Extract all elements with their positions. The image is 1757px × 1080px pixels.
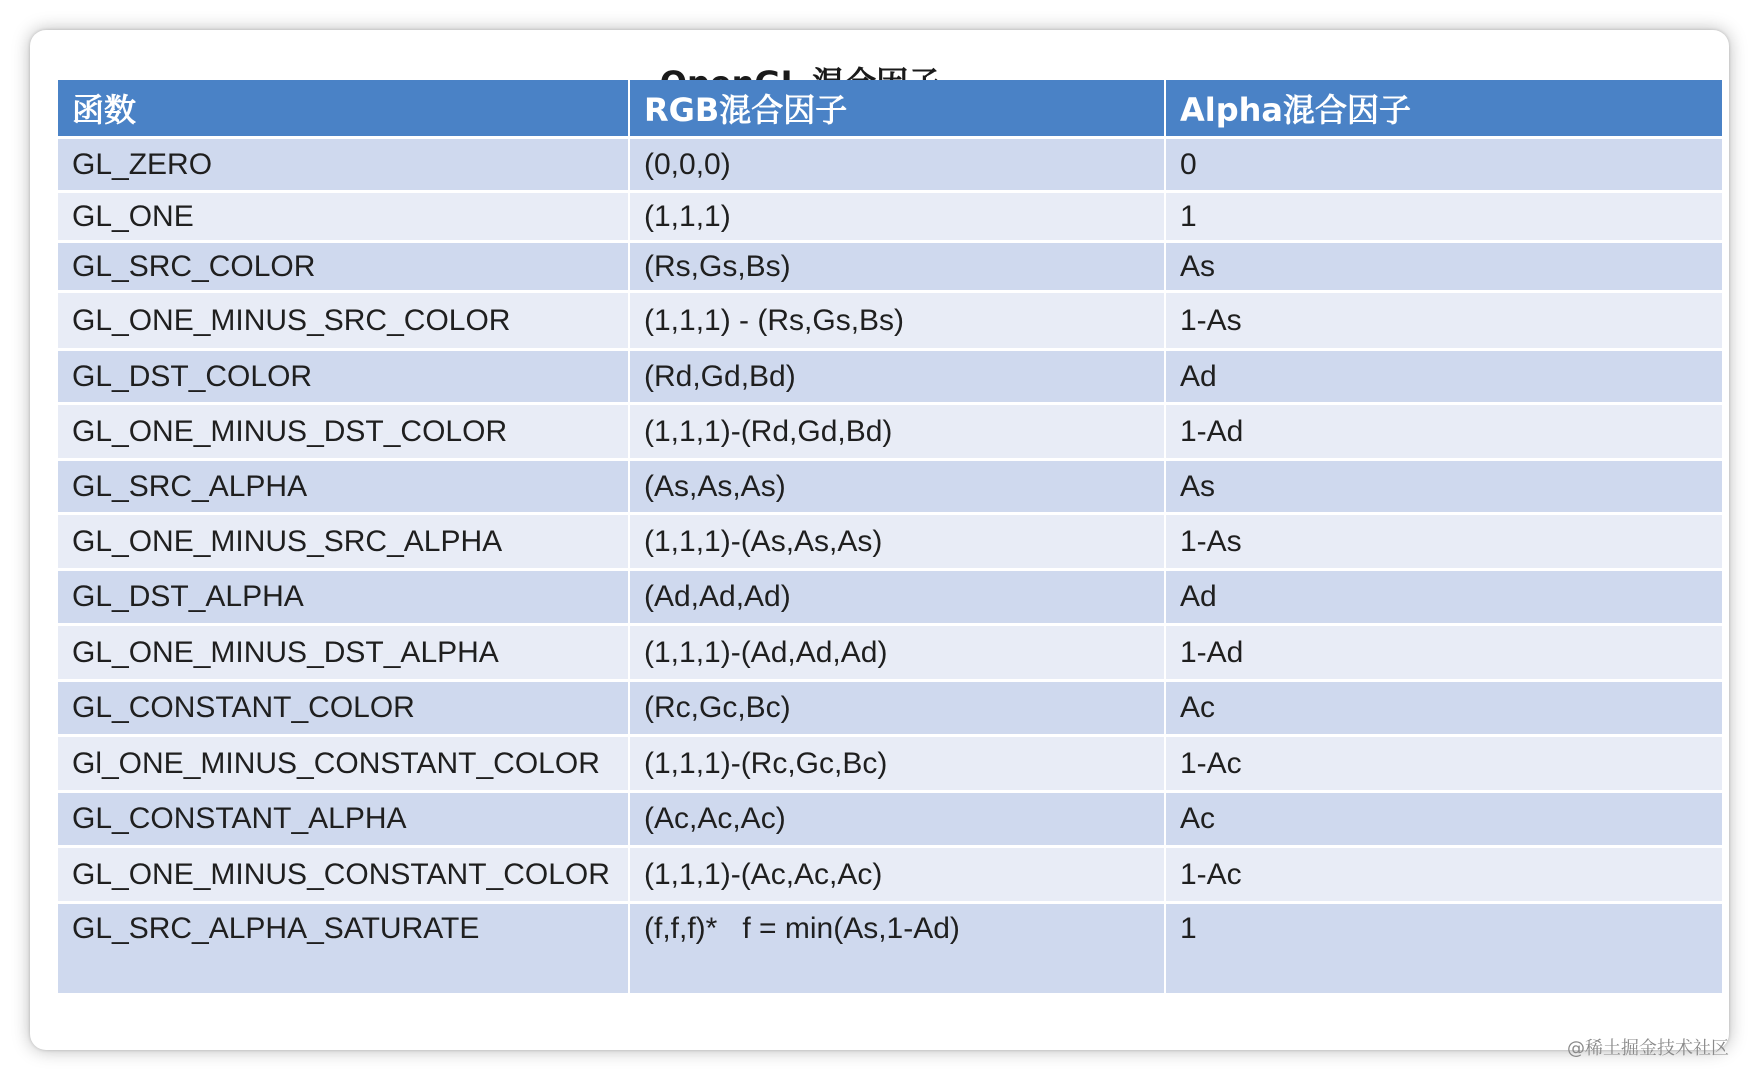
- cell-alpha: 1-Ac: [1165, 847, 1722, 903]
- cell-function: GL_ONE_MINUS_SRC_COLOR: [58, 292, 629, 350]
- cell-rgb: (Ac,Ac,Ac): [629, 792, 1165, 847]
- cell-rgb: (As,As,As): [629, 460, 1165, 514]
- cell-function: GL_CONSTANT_COLOR: [58, 681, 629, 736]
- cell-alpha: Ac: [1165, 681, 1722, 736]
- cell-function: GL_DST_ALPHA: [58, 570, 629, 625]
- cell-rgb: (1,1,1)-(Rc,Gc,Bc): [629, 736, 1165, 792]
- table-row: [58, 138, 1722, 192]
- table-row: [58, 404, 1722, 460]
- cell-function: GL_ZERO: [58, 138, 629, 192]
- cell-function: GL_SRC_ALPHA_SATURATE: [58, 903, 629, 995]
- cell-alpha: 1: [1165, 903, 1722, 995]
- table-row: [58, 736, 1722, 792]
- header-row: [58, 80, 1722, 138]
- cell-function: Gl_ONE_MINUS_CONSTANT_COLOR: [58, 736, 629, 792]
- table-row: [58, 460, 1722, 514]
- cell-rgb: (Rs,Gs,Bs): [629, 242, 1165, 292]
- table-header: [58, 80, 1722, 138]
- cell-rgb: (Ad,Ad,Ad): [629, 570, 1165, 625]
- cell-rgb: (1,1,1)-(Ad,Ad,Ad): [629, 625, 1165, 681]
- cell-function: GL_ONE_MINUS_SRC_ALPHA: [58, 514, 629, 570]
- cell-function: GL_ONE_MINUS_DST_ALPHA: [58, 625, 629, 681]
- table-row: [58, 570, 1722, 625]
- cell-alpha: 1-As: [1165, 514, 1722, 570]
- table-row: [58, 192, 1722, 242]
- cell-function: GL_ONE: [58, 192, 629, 242]
- cell-function: GL_ONE_MINUS_DST_COLOR: [58, 404, 629, 460]
- cell-rgb: (1,1,1)-(As,As,As): [629, 514, 1165, 570]
- cell-alpha: Ad: [1165, 570, 1722, 625]
- table-row: [58, 514, 1722, 570]
- blend-factor-table: [58, 80, 1722, 996]
- table-row: [58, 242, 1722, 292]
- table-row: [58, 792, 1722, 847]
- cell-function: GL_SRC_ALPHA: [58, 460, 629, 514]
- cell-function: GL_ONE_MINUS_CONSTANT_COLOR: [58, 847, 629, 903]
- cell-rgb: (0,0,0): [629, 138, 1165, 192]
- cell-alpha: 0: [1165, 138, 1722, 192]
- image-frame: [30, 30, 1729, 1050]
- table-row: [58, 681, 1722, 736]
- cell-rgb: (f,f,f)* f = min(As,1-Ad): [629, 903, 1165, 995]
- table-row: [58, 625, 1722, 681]
- cell-rgb: (1,1,1): [629, 192, 1165, 242]
- table-row: [58, 350, 1722, 404]
- cell-alpha: 1-Ac: [1165, 736, 1722, 792]
- watermark: @稀土掘金技术社区: [1567, 1038, 1729, 1059]
- cell-function: GL_SRC_COLOR: [58, 242, 629, 292]
- header-function: 函数: [58, 80, 629, 138]
- header-alpha-factor: Alpha混合因子: [1165, 80, 1722, 138]
- cell-alpha: As: [1165, 460, 1722, 514]
- cell-rgb: (1,1,1)-(Ac,Ac,Ac): [629, 847, 1165, 903]
- table-row: [58, 903, 1722, 995]
- table-row: [58, 292, 1722, 350]
- cell-rgb: (Rd,Gd,Bd): [629, 350, 1165, 404]
- cell-function: GL_CONSTANT_ALPHA: [58, 792, 629, 847]
- cell-alpha: As: [1165, 242, 1722, 292]
- cell-alpha: 1: [1165, 192, 1722, 242]
- cell-function: GL_DST_COLOR: [58, 350, 629, 404]
- cell-rgb: (1,1,1) - (Rs,Gs,Bs): [629, 292, 1165, 350]
- table-row: [58, 847, 1722, 903]
- cell-alpha: 1-Ad: [1165, 625, 1722, 681]
- header-rgb-factor: RGB混合因子: [629, 80, 1165, 138]
- table-body: [58, 138, 1722, 995]
- cell-alpha: 1-Ad: [1165, 404, 1722, 460]
- cell-alpha: Ad: [1165, 350, 1722, 404]
- cell-rgb: (Rc,Gc,Bc): [629, 681, 1165, 736]
- cell-alpha: 1-As: [1165, 292, 1722, 350]
- cell-alpha: Ac: [1165, 792, 1722, 847]
- cell-rgb: (1,1,1)-(Rd,Gd,Bd): [629, 404, 1165, 460]
